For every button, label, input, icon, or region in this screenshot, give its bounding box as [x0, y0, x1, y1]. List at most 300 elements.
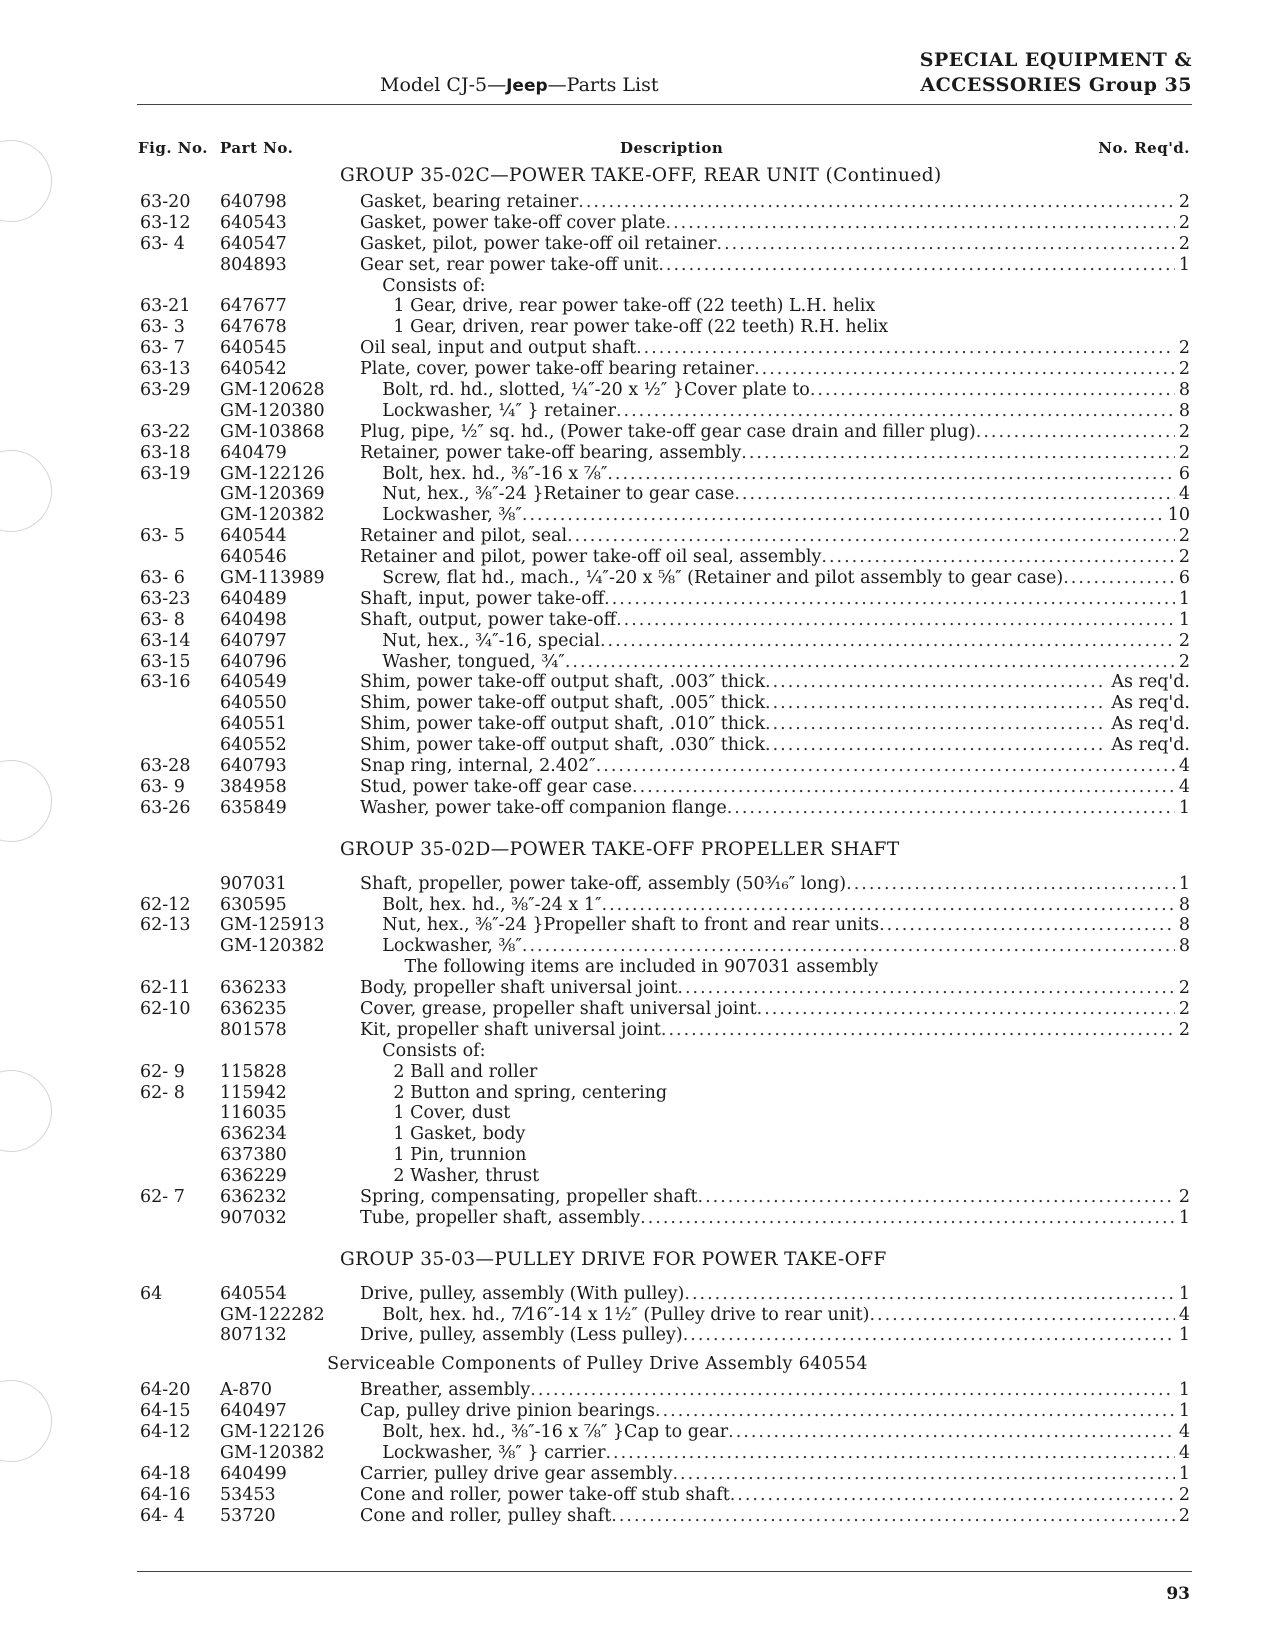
- title-text: Serviceable Components of Pulley Drive Assembly 640554: [327, 1354, 868, 1375]
- part-number: 640797: [220, 630, 287, 651]
- description-cell: [360, 735, 1190, 756]
- table-row: [0, 895, 1275, 916]
- fig-number: 63-29: [140, 380, 191, 401]
- leader-dots: [632, 777, 1175, 798]
- table-row: [0, 631, 1275, 652]
- description-cell: [360, 957, 1190, 978]
- fig-number: 63-13: [140, 359, 191, 380]
- fig-number: 62-10: [140, 998, 191, 1019]
- part-number: 907032: [220, 1207, 287, 1228]
- description-cell: [360, 526, 1190, 547]
- part-number: GM-120382: [220, 505, 325, 526]
- leader-dots: [666, 213, 1175, 234]
- description-cell: [360, 1208, 1190, 1229]
- part-number: 636233: [220, 978, 287, 999]
- table-row: [0, 192, 1275, 213]
- table-row: [0, 798, 1275, 819]
- table-row: [0, 443, 1275, 464]
- table-row: [0, 589, 1275, 610]
- table-row: [0, 1443, 1275, 1464]
- leader-dots: [611, 1506, 1175, 1527]
- description-cell: [360, 589, 1190, 610]
- table-row: [0, 672, 1275, 693]
- table-row: [0, 484, 1275, 505]
- quantity: 2: [1178, 526, 1190, 547]
- table-row: [0, 422, 1275, 443]
- description-text: Carrier, pulley drive gear assembly: [360, 1463, 673, 1484]
- description-text: Cap, pulley drive pinion bearings: [360, 1401, 656, 1422]
- description-cell: [360, 1422, 1190, 1443]
- part-number: 640544: [220, 526, 287, 547]
- leader-dots: [522, 505, 1164, 526]
- table-row: [0, 693, 1275, 714]
- part-number: 636235: [220, 998, 287, 1019]
- quantity: 1: [1178, 1325, 1190, 1346]
- description-text: Plate, cover, power take-off bearing retainer: [360, 359, 755, 380]
- table-row: [0, 735, 1275, 756]
- quantity: 2: [1178, 651, 1190, 672]
- col-qty-header: No. Req'd.: [1098, 139, 1190, 157]
- part-number: 115942: [220, 1082, 287, 1103]
- part-number: 801578: [220, 1019, 287, 1040]
- table-row: [0, 1083, 1275, 1104]
- part-number: 640550: [220, 693, 287, 714]
- description-cell: [360, 798, 1190, 819]
- quantity: 10: [1167, 505, 1190, 526]
- quantity: 1: [1178, 609, 1190, 630]
- group-subtitle: [0, 1354, 1275, 1380]
- description-text: Nut, hex., ⅜″-24 }Retainer to gear case: [360, 484, 735, 505]
- fig-number: 63- 6: [140, 568, 185, 589]
- fig-number: 64-15: [140, 1401, 191, 1422]
- table-row: [0, 978, 1275, 999]
- quantity: 8: [1178, 915, 1190, 936]
- description-text: Lockwasher, ⅜″: [360, 936, 522, 957]
- fig-number: 62-12: [140, 894, 191, 915]
- description-cell: [360, 338, 1190, 359]
- description-text: The following items are included in 907031 assembly: [360, 957, 879, 978]
- part-number: 636229: [220, 1166, 287, 1187]
- description-cell: [360, 714, 1190, 735]
- fig-number: 63-23: [140, 588, 191, 609]
- description-text: Drive, pulley, assembly (With pulley): [360, 1283, 685, 1304]
- description-text: Consists of:: [360, 1040, 486, 1061]
- quantity: 2: [1178, 1505, 1190, 1526]
- fig-number: 63-16: [140, 672, 191, 693]
- table-row: [0, 1401, 1275, 1422]
- description-cell: [360, 1443, 1190, 1464]
- part-number: 640489: [220, 588, 287, 609]
- description-text: Shim, power take-off output shaft, .003″ thick: [360, 672, 766, 693]
- part-number: 640543: [220, 212, 287, 233]
- quantity: 4: [1178, 756, 1190, 777]
- group-title: [0, 1250, 1275, 1276]
- quantity: 2: [1178, 421, 1190, 442]
- description-cell: [360, 484, 1190, 505]
- description-text: Shaft, input, power take-off: [360, 588, 605, 609]
- quantity: 2: [1178, 998, 1190, 1019]
- fig-number: 64: [140, 1283, 163, 1304]
- table-row: [0, 1103, 1275, 1124]
- table-row: [0, 610, 1275, 631]
- description-cell: [360, 1062, 1190, 1083]
- description-text: Bolt, rd. hd., slotted, ¼″-20 x ½″ }Cover plate to: [360, 380, 810, 401]
- table-row: [0, 652, 1275, 673]
- leader-dots: [765, 672, 1107, 693]
- part-number: GM-103868: [220, 421, 325, 442]
- table-row: [0, 1325, 1275, 1346]
- quantity: 4: [1178, 1304, 1190, 1325]
- leader-dots: [522, 936, 1175, 957]
- quantity: 2: [1178, 1484, 1190, 1505]
- part-number: 647677: [220, 296, 287, 317]
- table-row: [0, 505, 1275, 526]
- part-number: A-870: [220, 1380, 272, 1401]
- description-cell: [360, 1041, 1190, 1062]
- table-row: [0, 296, 1275, 317]
- table-row: [0, 957, 1275, 978]
- title-text: GROUP 35-02D—POWER TAKE-OFF PROPELLER SHAFT: [340, 839, 900, 860]
- leader-dots: [717, 234, 1175, 255]
- leader-dots: [600, 631, 1175, 652]
- table-row: [0, 234, 1275, 255]
- section-header: [920, 48, 1192, 98]
- table-row: [0, 1380, 1275, 1401]
- description-cell: [360, 1485, 1190, 1506]
- description-cell: [360, 1124, 1190, 1145]
- description-cell: [360, 192, 1190, 213]
- part-number: 907031: [220, 873, 287, 894]
- table-row: [0, 915, 1275, 936]
- description-text: Plug, pipe, ½″ sq. hd., (Power take-off gear case drain and filler plug): [360, 421, 976, 442]
- description-text: 1 Gear, drive, rear power take-off (22 teeth) L.H. helix: [360, 296, 876, 317]
- table-row: [0, 999, 1275, 1020]
- description-text: Spring, compensating, propeller shaft: [360, 1186, 698, 1207]
- part-number: 636232: [220, 1186, 287, 1207]
- fig-number: 62- 7: [140, 1186, 185, 1207]
- part-number: 116035: [220, 1103, 287, 1124]
- title-cell: [340, 166, 1190, 187]
- row-spacer: [0, 819, 1275, 840]
- leader-dots: [640, 1208, 1175, 1229]
- fig-number: 63-14: [140, 630, 191, 651]
- description-text: 1 Cover, dust: [360, 1103, 511, 1124]
- description-text: Tube, propeller shaft, assembly: [360, 1207, 641, 1228]
- leader-dots: [616, 401, 1175, 422]
- fig-number: 63-15: [140, 651, 191, 672]
- description-text: Retainer and pilot, power take-off oil seal, assembly: [360, 547, 822, 568]
- description-text: Lockwasher, ⅜″ } carrier: [360, 1442, 606, 1463]
- quantity: As req'd.: [1111, 714, 1190, 735]
- fig-number: 62-13: [140, 915, 191, 936]
- description-cell: [360, 296, 1190, 317]
- description-text: Kit, propeller shaft universal joint: [360, 1019, 661, 1040]
- leader-dots: [605, 1443, 1174, 1464]
- description-text: Nut, hex., ⅜″-24 }Propeller shaft to front and rear units: [360, 915, 880, 936]
- part-number: GM-120382: [220, 936, 325, 957]
- table-row: [0, 568, 1275, 589]
- group-title: [0, 166, 1275, 192]
- description-cell: [360, 1401, 1190, 1422]
- description-cell: [360, 464, 1190, 485]
- leader-dots: [684, 1284, 1174, 1305]
- quantity: 4: [1178, 776, 1190, 797]
- part-number: 647678: [220, 317, 287, 338]
- part-number: 807132: [220, 1325, 287, 1346]
- description-text: 2 Button and spring, centering: [360, 1082, 668, 1103]
- description-text: Lockwasher, ¼″ } retainer: [360, 400, 616, 421]
- part-number: 640796: [220, 651, 287, 672]
- description-text: Cone and roller, pulley shaft: [360, 1505, 612, 1526]
- part-number: 640798: [220, 192, 287, 212]
- description-text: Bolt, hex. hd., ⅜″-16 x ⅞″ }Cap to gear: [360, 1422, 729, 1443]
- leader-dots: [683, 1325, 1175, 1346]
- table-row: [0, 359, 1275, 380]
- description-cell: [360, 874, 1190, 895]
- table-row: [0, 874, 1275, 895]
- description-text: Breather, assembly: [360, 1380, 531, 1401]
- leader-dots: [578, 192, 1175, 213]
- quantity: 1: [1178, 1401, 1190, 1422]
- description-text: Screw, flat hd., mach., ¼″-20 x ⅝″ (Retainer and pilot assembly to gear case): [360, 568, 1064, 589]
- description-text: Bolt, hex. hd., ⅜″-16 x ⅞″: [360, 463, 608, 484]
- quantity: 1: [1178, 873, 1190, 894]
- description-cell: [360, 777, 1190, 798]
- description-cell: [360, 756, 1190, 777]
- row-spacer: [0, 866, 1275, 874]
- part-number: 635849: [220, 797, 287, 818]
- fig-number: 63- 7: [140, 338, 185, 359]
- description-cell: [360, 1325, 1190, 1346]
- leader-dots: [976, 422, 1175, 443]
- table-row: [0, 317, 1275, 338]
- description-cell: [360, 1103, 1190, 1124]
- description-text: Bolt, hex. hd., ⅜″-24 x 1″: [360, 894, 602, 915]
- part-number: 53720: [220, 1505, 276, 1526]
- quantity: 6: [1178, 463, 1190, 484]
- description-cell: [360, 915, 1190, 936]
- part-number: 804893: [220, 254, 287, 275]
- fig-number: 63-18: [140, 442, 191, 463]
- leader-dots: [530, 1380, 1175, 1401]
- description-text: Shim, power take-off output shaft, .005″ thick: [360, 693, 766, 714]
- title-cell: [340, 1250, 1190, 1271]
- quantity: 1: [1178, 254, 1190, 275]
- table-row: [0, 936, 1275, 957]
- description-cell: [360, 1506, 1190, 1527]
- fig-number: 63-28: [140, 756, 191, 777]
- description-cell: [360, 505, 1190, 526]
- part-number: 640547: [220, 233, 287, 254]
- table-row: [0, 213, 1275, 234]
- table-row: [0, 338, 1275, 359]
- part-number: 640546: [220, 547, 287, 568]
- table-row: [0, 255, 1275, 276]
- description-text: Shim, power take-off output shaft, .030″ thick: [360, 735, 766, 756]
- leader-dots: [655, 1401, 1175, 1422]
- part-number: 640554: [220, 1283, 287, 1304]
- leader-dots: [602, 895, 1175, 916]
- description-cell: [360, 380, 1190, 401]
- description-cell: [360, 255, 1190, 276]
- table-row: [0, 1124, 1275, 1145]
- leader-dots: [846, 874, 1175, 895]
- part-number: 640793: [220, 756, 287, 777]
- fig-number: 64-12: [140, 1422, 191, 1443]
- table-row: [0, 464, 1275, 485]
- description-text: Drive, pulley, assembly (Less pulley): [360, 1325, 683, 1346]
- fig-number: 64-20: [140, 1380, 191, 1401]
- table-row: [0, 756, 1275, 777]
- quantity: 8: [1178, 936, 1190, 957]
- description-text: Body, propeller shaft universal joint: [360, 978, 678, 999]
- description-cell: [360, 936, 1190, 957]
- description-text: Consists of:: [360, 275, 486, 296]
- fig-number: 63- 3: [140, 317, 185, 338]
- description-cell: [360, 1166, 1190, 1187]
- description-text: Bolt, hex. hd., 7⁄16″-14 x 1½″ (Pulley drive to rear unit): [360, 1304, 870, 1325]
- fig-number: 63-26: [140, 797, 191, 818]
- description-cell: [360, 631, 1190, 652]
- part-number: 637380: [220, 1145, 287, 1166]
- description-cell: [360, 978, 1190, 999]
- leader-dots: [754, 359, 1175, 380]
- description-cell: [360, 213, 1190, 234]
- table-row: [0, 1020, 1275, 1041]
- fig-number: 63-12: [140, 212, 191, 233]
- description-cell: [360, 1284, 1190, 1305]
- part-number: 640545: [220, 338, 287, 359]
- description-text: 1 Gasket, body: [360, 1124, 526, 1145]
- fig-number: 63-22: [140, 421, 191, 442]
- description-text: Shaft, propeller, power take-off, assembly (50³⁄₁₆″ long): [360, 873, 847, 894]
- quantity: 8: [1178, 894, 1190, 915]
- part-number: GM-122126: [220, 1422, 325, 1443]
- leader-dots: [741, 443, 1175, 464]
- quantity: 2: [1178, 1186, 1190, 1207]
- description-cell: [360, 359, 1190, 380]
- footer-rule: [137, 1571, 1192, 1572]
- description-cell: [360, 895, 1190, 916]
- part-number: GM-113989: [220, 568, 325, 589]
- part-number: 640499: [220, 1463, 287, 1484]
- description-text: Cone and roller, power take-off stub shaft: [360, 1484, 730, 1505]
- leader-dots: [757, 999, 1175, 1020]
- description-cell: [360, 1020, 1190, 1041]
- part-number: GM-120382: [220, 1442, 325, 1463]
- leader-dots: [879, 915, 1175, 936]
- description-text: Gasket, bearing retainer: [360, 192, 579, 212]
- leader-dots: [728, 1422, 1175, 1443]
- part-number: 640549: [220, 672, 287, 693]
- description-text: Stud, power take-off gear case: [360, 776, 632, 797]
- leader-dots: [658, 255, 1175, 276]
- row-spacer: [0, 1346, 1275, 1354]
- fig-number: 63- 9: [140, 776, 185, 797]
- quantity: 2: [1178, 212, 1190, 233]
- part-number: GM-125913: [220, 915, 325, 936]
- description-cell: [360, 652, 1190, 673]
- page-number: 93: [1166, 1584, 1190, 1604]
- leader-dots: [636, 338, 1175, 359]
- model-brand: Jeep: [506, 76, 548, 96]
- quantity: As req'd.: [1111, 735, 1190, 756]
- quantity: 2: [1178, 359, 1190, 380]
- title-text: GROUP 35-03—PULLEY DRIVE FOR POWER TAKE-OFF: [340, 1249, 887, 1270]
- leader-dots: [821, 547, 1174, 568]
- leader-dots: [765, 735, 1107, 756]
- table-row: [0, 1062, 1275, 1083]
- fig-number: 62- 9: [140, 1061, 185, 1082]
- fig-number: 63- 4: [140, 233, 185, 254]
- fig-number: 64- 4: [140, 1505, 185, 1526]
- quantity: 2: [1178, 233, 1190, 254]
- description-cell: [360, 610, 1190, 631]
- quantity: As req'd.: [1111, 693, 1190, 714]
- title-text: GROUP 35-02C—POWER TAKE-OFF, REAR UNIT (Continued): [340, 166, 942, 186]
- section-line-1: SPECIAL EQUIPMENT &: [919, 49, 1192, 71]
- part-number: 640479: [220, 442, 287, 463]
- quantity: 8: [1178, 400, 1190, 421]
- table-row: [0, 1305, 1275, 1326]
- quantity: 6: [1178, 568, 1190, 589]
- description-text: 2 Ball and roller: [360, 1061, 538, 1082]
- leader-dots: [727, 798, 1175, 819]
- part-number: 53453: [220, 1484, 276, 1505]
- table-row: [0, 1187, 1275, 1208]
- fig-number: 63-21: [140, 296, 191, 317]
- description-text: Shaft, output, power take-off: [360, 609, 617, 630]
- model-header: [380, 74, 659, 96]
- quantity: 2: [1178, 547, 1190, 568]
- description-cell: [360, 276, 1190, 297]
- quantity: 2: [1178, 338, 1190, 359]
- leader-dots: [596, 756, 1175, 777]
- quantity: 2: [1178, 630, 1190, 651]
- description-text: Gear set, rear power take-off unit: [360, 254, 659, 275]
- quantity: 2: [1178, 978, 1190, 999]
- leader-dots: [661, 1020, 1175, 1041]
- part-number: 640498: [220, 609, 287, 630]
- leader-dots: [604, 589, 1175, 610]
- description-cell: [360, 1083, 1190, 1104]
- part-number: 630595: [220, 894, 287, 915]
- part-number: GM-120380: [220, 400, 325, 421]
- leader-dots: [765, 693, 1107, 714]
- leader-dots: [730, 1485, 1175, 1506]
- quantity: 1: [1178, 1380, 1190, 1401]
- fig-number: 63-19: [140, 463, 191, 484]
- header-rule: [137, 104, 1192, 105]
- table-row: [0, 276, 1275, 297]
- table-row: [0, 1041, 1275, 1062]
- part-number: 115828: [220, 1061, 287, 1082]
- quantity: 1: [1178, 1463, 1190, 1484]
- table-row: [0, 1208, 1275, 1229]
- quantity: 1: [1178, 1283, 1190, 1304]
- table-row: [0, 547, 1275, 568]
- col-fig-header: Fig. No.: [138, 139, 208, 157]
- quantity: 4: [1178, 1442, 1190, 1463]
- col-part-header: Part No.: [220, 139, 294, 157]
- part-number: GM-120628: [220, 380, 325, 401]
- description-cell: [360, 1464, 1190, 1485]
- fig-number: 63- 8: [140, 609, 185, 630]
- leader-dots: [616, 610, 1175, 631]
- quantity: 4: [1178, 1422, 1190, 1443]
- parts-list: [0, 166, 1275, 1527]
- description-text: Oil seal, input and output shaft: [360, 338, 637, 359]
